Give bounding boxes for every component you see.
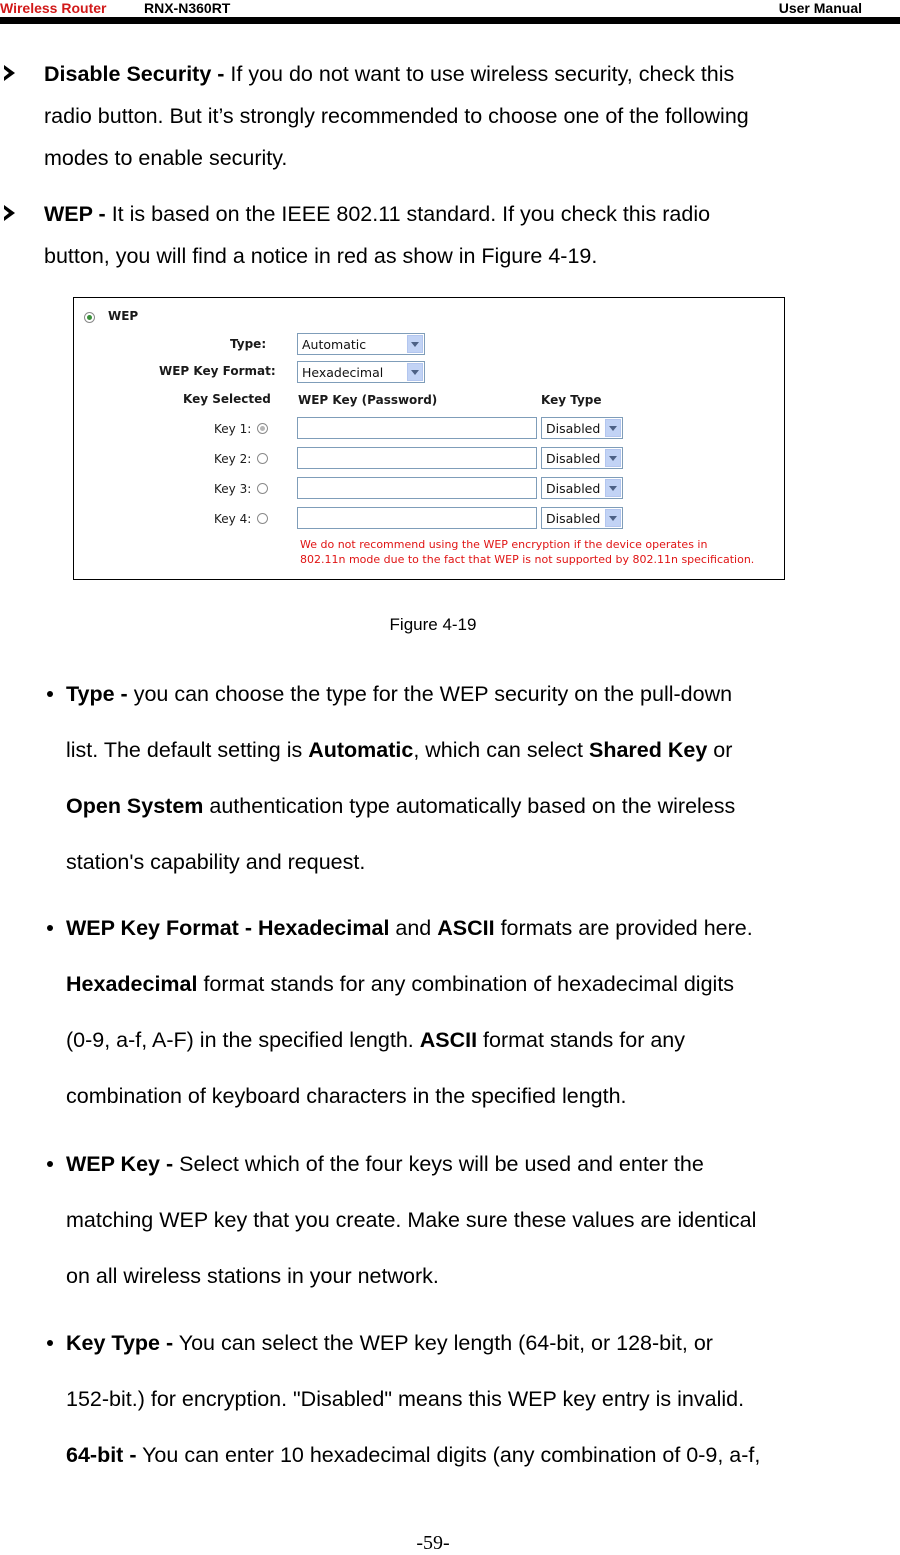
wep-warning: We do not recommend using the WEP encryption if the device operates in 802.11n mode due to the fact that WEP is not supported by 802.11n specification. [300,538,755,566]
header-manual-title: User Manual [778,0,862,16]
key-2-label: Key 2: [214,452,252,466]
bullet-dot-icon [47,925,53,931]
page-header [0,0,900,25]
disable-security-text: Disable Security - If you do not want to use wireless security, check this radio button. But it’s strongly recommended to choose one of the following modes to enable security. [44,62,749,170]
wep-key-format-description: WEP Key Format - Hexadecimal and ASCII formats are provided here. Hexadecimal format stands for any combination of hexadecimal digits (0-9, a-f, A-F) in the specified length. ASCII format stands for any combination of keyboard characters in the specified length. [66,916,753,1108]
key-type-description: Key Type - You can select the WEP key length (64-bit, or 128-bit, or 152-bit.) for encryption. "Disabled" means this WEP key entry is invalid. [66,1331,745,1411]
arrow-bullet-icon [4,205,15,221]
type-select[interactable]: Automatic [297,333,425,355]
chevron-down-icon [407,363,423,381]
key-selected-header: Key Selected [183,392,271,406]
key-4-type-select[interactable]: Disabled [541,507,623,529]
bullet-dot-icon [47,1340,53,1346]
key-3-type-select[interactable]: Disabled [541,477,623,499]
wep-settings-figure [73,297,785,580]
bullet-dot-icon [47,691,53,697]
key-4-input[interactable] [297,507,537,529]
bullet-dot-icon [47,1161,53,1167]
wep-key-format-select[interactable]: Hexadecimal [297,361,425,383]
key-1-input[interactable] [297,417,537,439]
key-3-radio[interactable] [257,483,268,494]
arrow-bullet-icon [4,65,15,81]
wep-radio[interactable] [84,312,95,323]
chevron-down-icon [407,335,423,353]
wep-key-description: WEP Key - Select which of the four keys will be used and enter the matching WEP key that you create. Make sure these values are identical on all wireless stations in your network. [66,1152,757,1288]
header-brand: Wireless Router [0,0,107,16]
key-3-input[interactable] [297,477,537,499]
chevron-down-icon [605,479,621,497]
wep-label: WEP [108,309,139,323]
chevron-down-icon [605,509,621,527]
header-model: RNX-N360RT [144,0,231,16]
key-2-type-select[interactable]: Disabled [541,447,623,469]
key-2-radio[interactable] [257,453,268,464]
type-label: Type: [230,337,267,351]
page-number: -59- [416,1532,450,1554]
type-description: Type - you can choose the type for the WEP security on the pull-down list. The default setting is Automatic, which can select Shared Key or Open System authentication type automatically based on the wireless station's capability and request. [66,682,736,874]
figure-caption: Figure 4-19 [389,615,477,634]
key-type-header: Key Type [541,393,602,407]
wep-key-format-label: WEP Key Format: [159,364,276,378]
header-rule [0,17,900,24]
wep-text: WEP - It is based on the IEEE 802.11 standard. If you check this radio button, you will find a notice in red as show in Figure 4-19. [44,202,711,268]
bit64-paragraph: 64-bit - You can enter 10 hexadecimal digits (any combination of 0-9, a-f, [66,1443,761,1467]
key-1-type-select[interactable]: Disabled [541,417,623,439]
chevron-down-icon [605,419,621,437]
key-4-label: Key 4: [214,512,252,526]
key-1-radio[interactable] [257,423,268,434]
wep-key-header: WEP Key (Password) [298,393,438,407]
key-3-label: Key 3: [214,482,252,496]
key-1-label: Key 1: [214,422,252,436]
key-4-radio[interactable] [257,513,268,524]
chevron-down-icon [605,449,621,467]
key-2-input[interactable] [297,447,537,469]
